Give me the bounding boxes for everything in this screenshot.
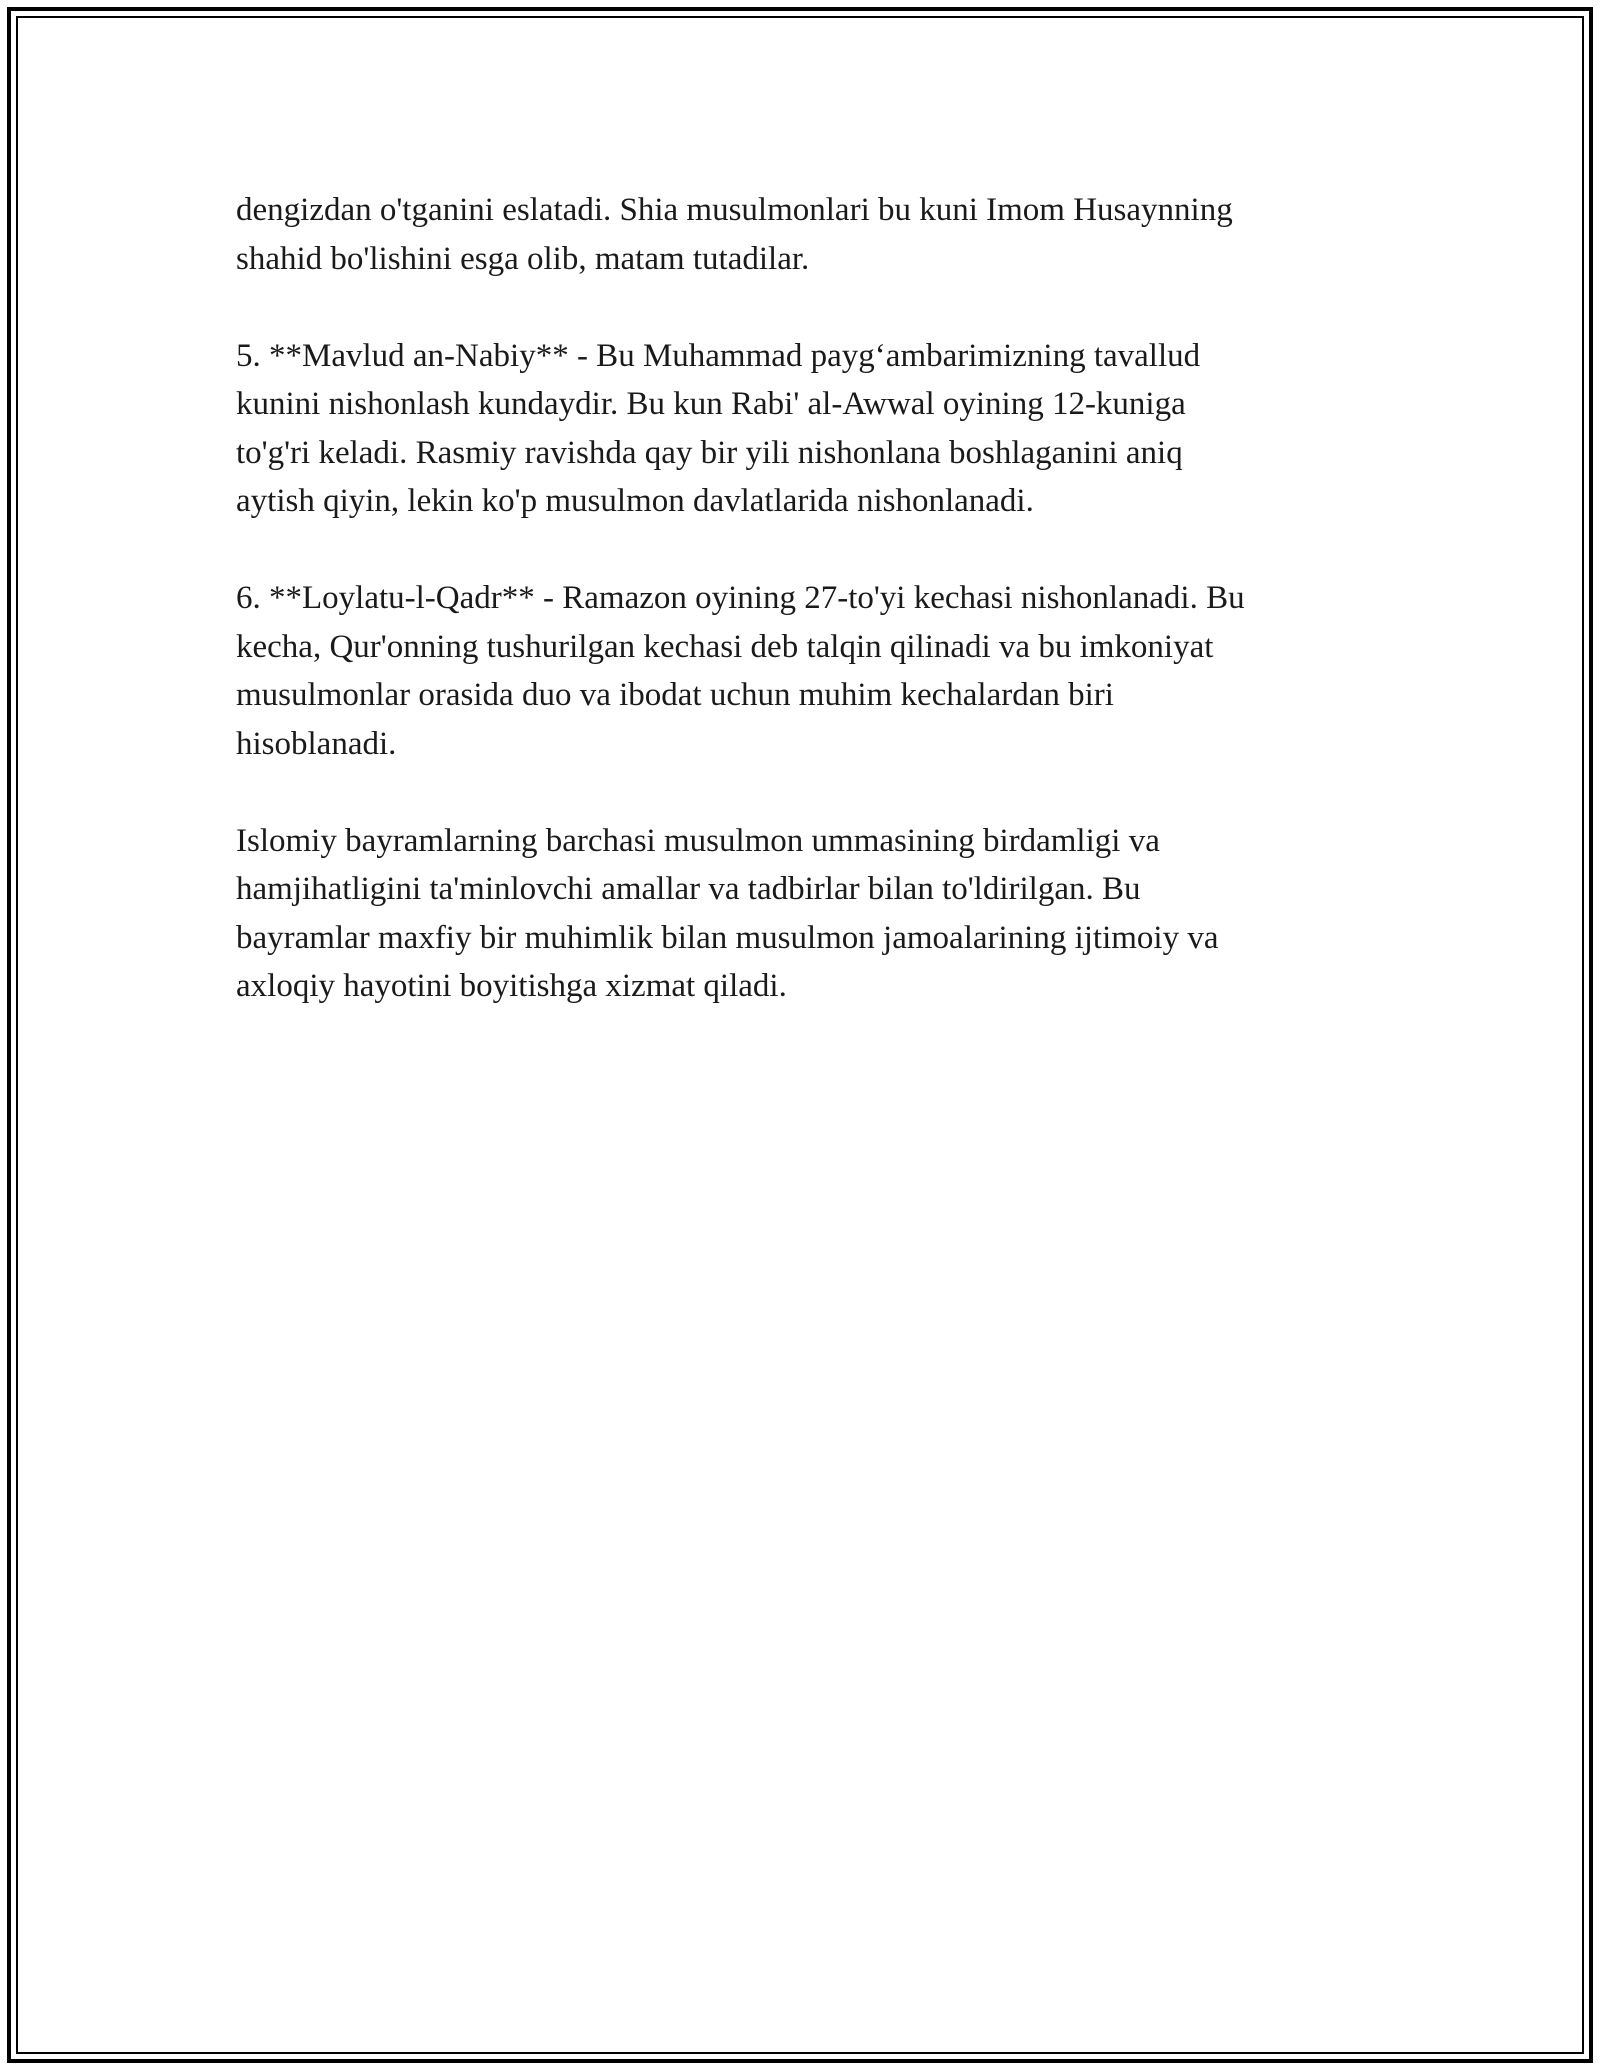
document-body <box>236 186 1366 1059</box>
paragraph-conclusion: Islomiy bayramlarning barchasi musulmon ummasining birdamligi va hamjihatligini ta'minlovchi amallar va tadbirlar bilan to'ldirilgan. Bu bayramlar maxfiy bir muhimlik bilan musulmon jamoalarining ijtimoiy va axloqiy hayotini boyitishga xizmat qiladi. <box>236 822 1219 1004</box>
paragraph-continuation: dengizdan o'tganini eslatadi. Shia musulmonlari bu kuni Imom Husaynning shahid bo'lishini esga olib, matam tutadilar. <box>236 192 1233 277</box>
paragraph-mavlud-an-nabiy: 5. **Mavlud an-Nabiy** - Bu Muhammad payg‘ambarimizning tavallud kunini nishonlash kundaydir. Bu kun Rabi' al-Awwal oyining 12-kuniga to'g'ri keladi. Rasmiy ravishda qay bir yili nishonlana boshlaganini aniq aytish qiyin, lekin ko'p musulmon davlatlarida nishonlanadi. <box>236 337 1201 519</box>
paragraph-loylatu-l-qadr: 6. **Loylatu-l-Qadr** - Ramazon oyining 27-to'yi kechasi nishonlanadi. Bu kecha, Qur'onning tushurilgan kechasi deb talqin qilinadi va bu imkoniyat musulmonlar orasida duo va ibodat uchun muhim kechalardan biri hisoblanadi. <box>236 580 1245 762</box>
